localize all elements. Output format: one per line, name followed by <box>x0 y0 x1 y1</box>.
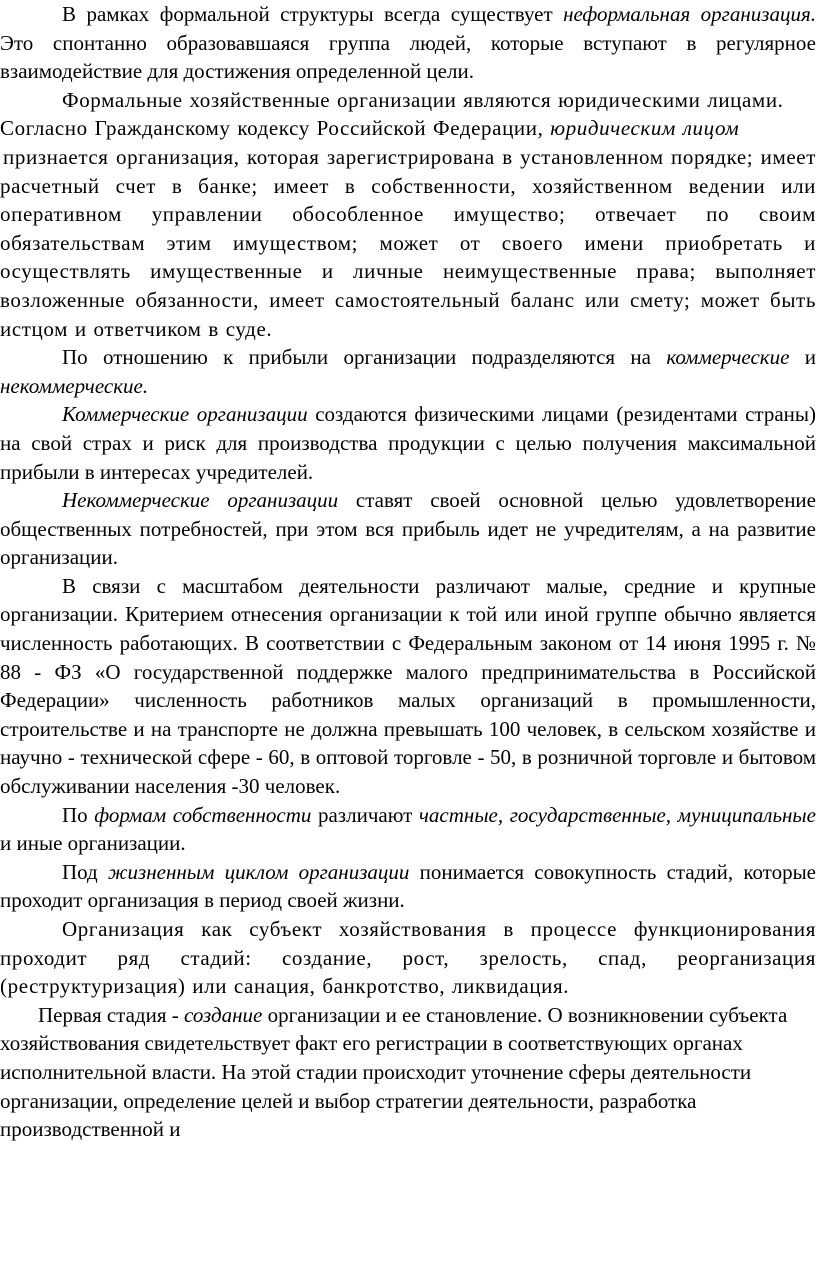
paragraph-text: создаются физическими лицами (резидентами страны) на свой страх и риск для производства продукции с целью получения максимальной прибыли в интересах учредителей. <box>0 402 816 484</box>
paragraph-text: и <box>789 345 816 370</box>
paragraph-text: Организация как субъект хозяйствования в процессе функционирования проходит ряд стадий: создание, рост, зрелость, спад, реорганизация (реструктуризация) или санация, банкротство, ликвидация. <box>0 917 816 999</box>
paragraph-text: и иные организации. <box>0 831 186 856</box>
term-informal-organization: неформальная организация. <box>563 2 816 26</box>
term-creation: создание <box>184 1002 263 1027</box>
term-noncommercial-organizations: Некоммерческие организации <box>62 488 339 513</box>
term-life-cycle: жизненным циклом организации <box>107 859 410 884</box>
paragraph-first-stage <box>0 1001 816 1144</box>
paragraph-legal-entities-intro <box>0 86 816 143</box>
paragraph-life-cycle <box>0 858 816 915</box>
term-ownership-types: частные, государственные, муниципальные <box>418 802 816 827</box>
term-noncommercial: некоммерческие. <box>0 373 149 398</box>
paragraph-text: различают <box>311 802 419 827</box>
paragraph-life-cycle-stages <box>0 915 816 1001</box>
paragraph-text: В связи с масштабом деятельности различают малые, средние и крупные организации. Критерием отнесения организации к той или иной группе обычно является численность работающих. В соответствии с Федеральным законом от 14 июня 1995 г. № 88 - ФЗ «О государственной поддержке малого предпринимательства в Российской Федерации» численность работников малых организаций в промышленности, строительстве и на транспорте не должна превышать 100 человек, в сельском хозяйстве и научно - технической сфере - 60, в оптовой торговле - 50, в розничной торговле и бытовом обслуживании населения -30 человек. <box>0 573 816 799</box>
term-ownership-forms: формам собственности <box>94 802 312 827</box>
paragraph-text: понимается совокупность стадий, которые проходит организация в период своей жизни. <box>0 859 816 913</box>
term-legal-entity: юридическим лицом <box>550 116 740 141</box>
paragraph-ownership-forms <box>0 801 816 858</box>
paragraph-text: Формальные хозяйственные организации являются юридическими лицами. Согласно Гражданскому кодексу Российской Федерации, <box>0 87 784 141</box>
paragraph-text: Под <box>62 859 108 884</box>
paragraph-text: организации и ее становление. О возникновении субъекта хозяйствования свидетельствует факт его регистрации в соответствующих органах исполнительной власти. На этой стадии происходит уточнение сферы деятельности организации, определение целей и выбор стратегии деятельности, разработка производственной и <box>0 1002 788 1142</box>
paragraph-organization-size <box>0 572 816 801</box>
paragraph-text: По отношению к прибыли организации подразделяются на <box>62 345 667 370</box>
paragraph-commercial-organizations <box>0 400 816 486</box>
paragraph-profit-classification <box>0 343 816 400</box>
paragraph-informal-organization <box>0 0 816 86</box>
paragraph-text: ставят своей основной целью удовлетворение общественных потребностей, при этом вся прибыль идет не учредителям, а на развитие организации. <box>0 488 816 570</box>
paragraph-text: По <box>62 802 95 827</box>
term-commercial-organizations: Коммерческие организации <box>62 402 308 427</box>
paragraph-noncommercial-organizations <box>0 486 816 572</box>
paragraph-legal-entity-definition <box>0 143 816 343</box>
paragraph-text: В рамках формальной структуры всегда существует <box>62 2 564 26</box>
term-commercial: коммерческие <box>666 345 790 370</box>
paragraph-text: признается организация, которая зарегистрирована в установленном порядке; имеет расчетный счет в банке; имеет в собственности, хозяйственном ведении или оперативном управлении обособленное имущество; отвечает по своим обязательствам этим имуществом; может от своего имени приобретать и осуществлять имущественные и личные неимущественные права; выполняет возложенные обязанности, имеет самостоятельный баланс или смету; может быть истцом и ответчиком в суде. <box>0 144 816 341</box>
paragraph-text: Первая стадия - <box>38 1002 185 1027</box>
paragraph-text: Это спонтанно образовавшаяся группа людей, которые вступают в регулярное взаимодействие для достижения определенной цели. <box>0 30 816 84</box>
